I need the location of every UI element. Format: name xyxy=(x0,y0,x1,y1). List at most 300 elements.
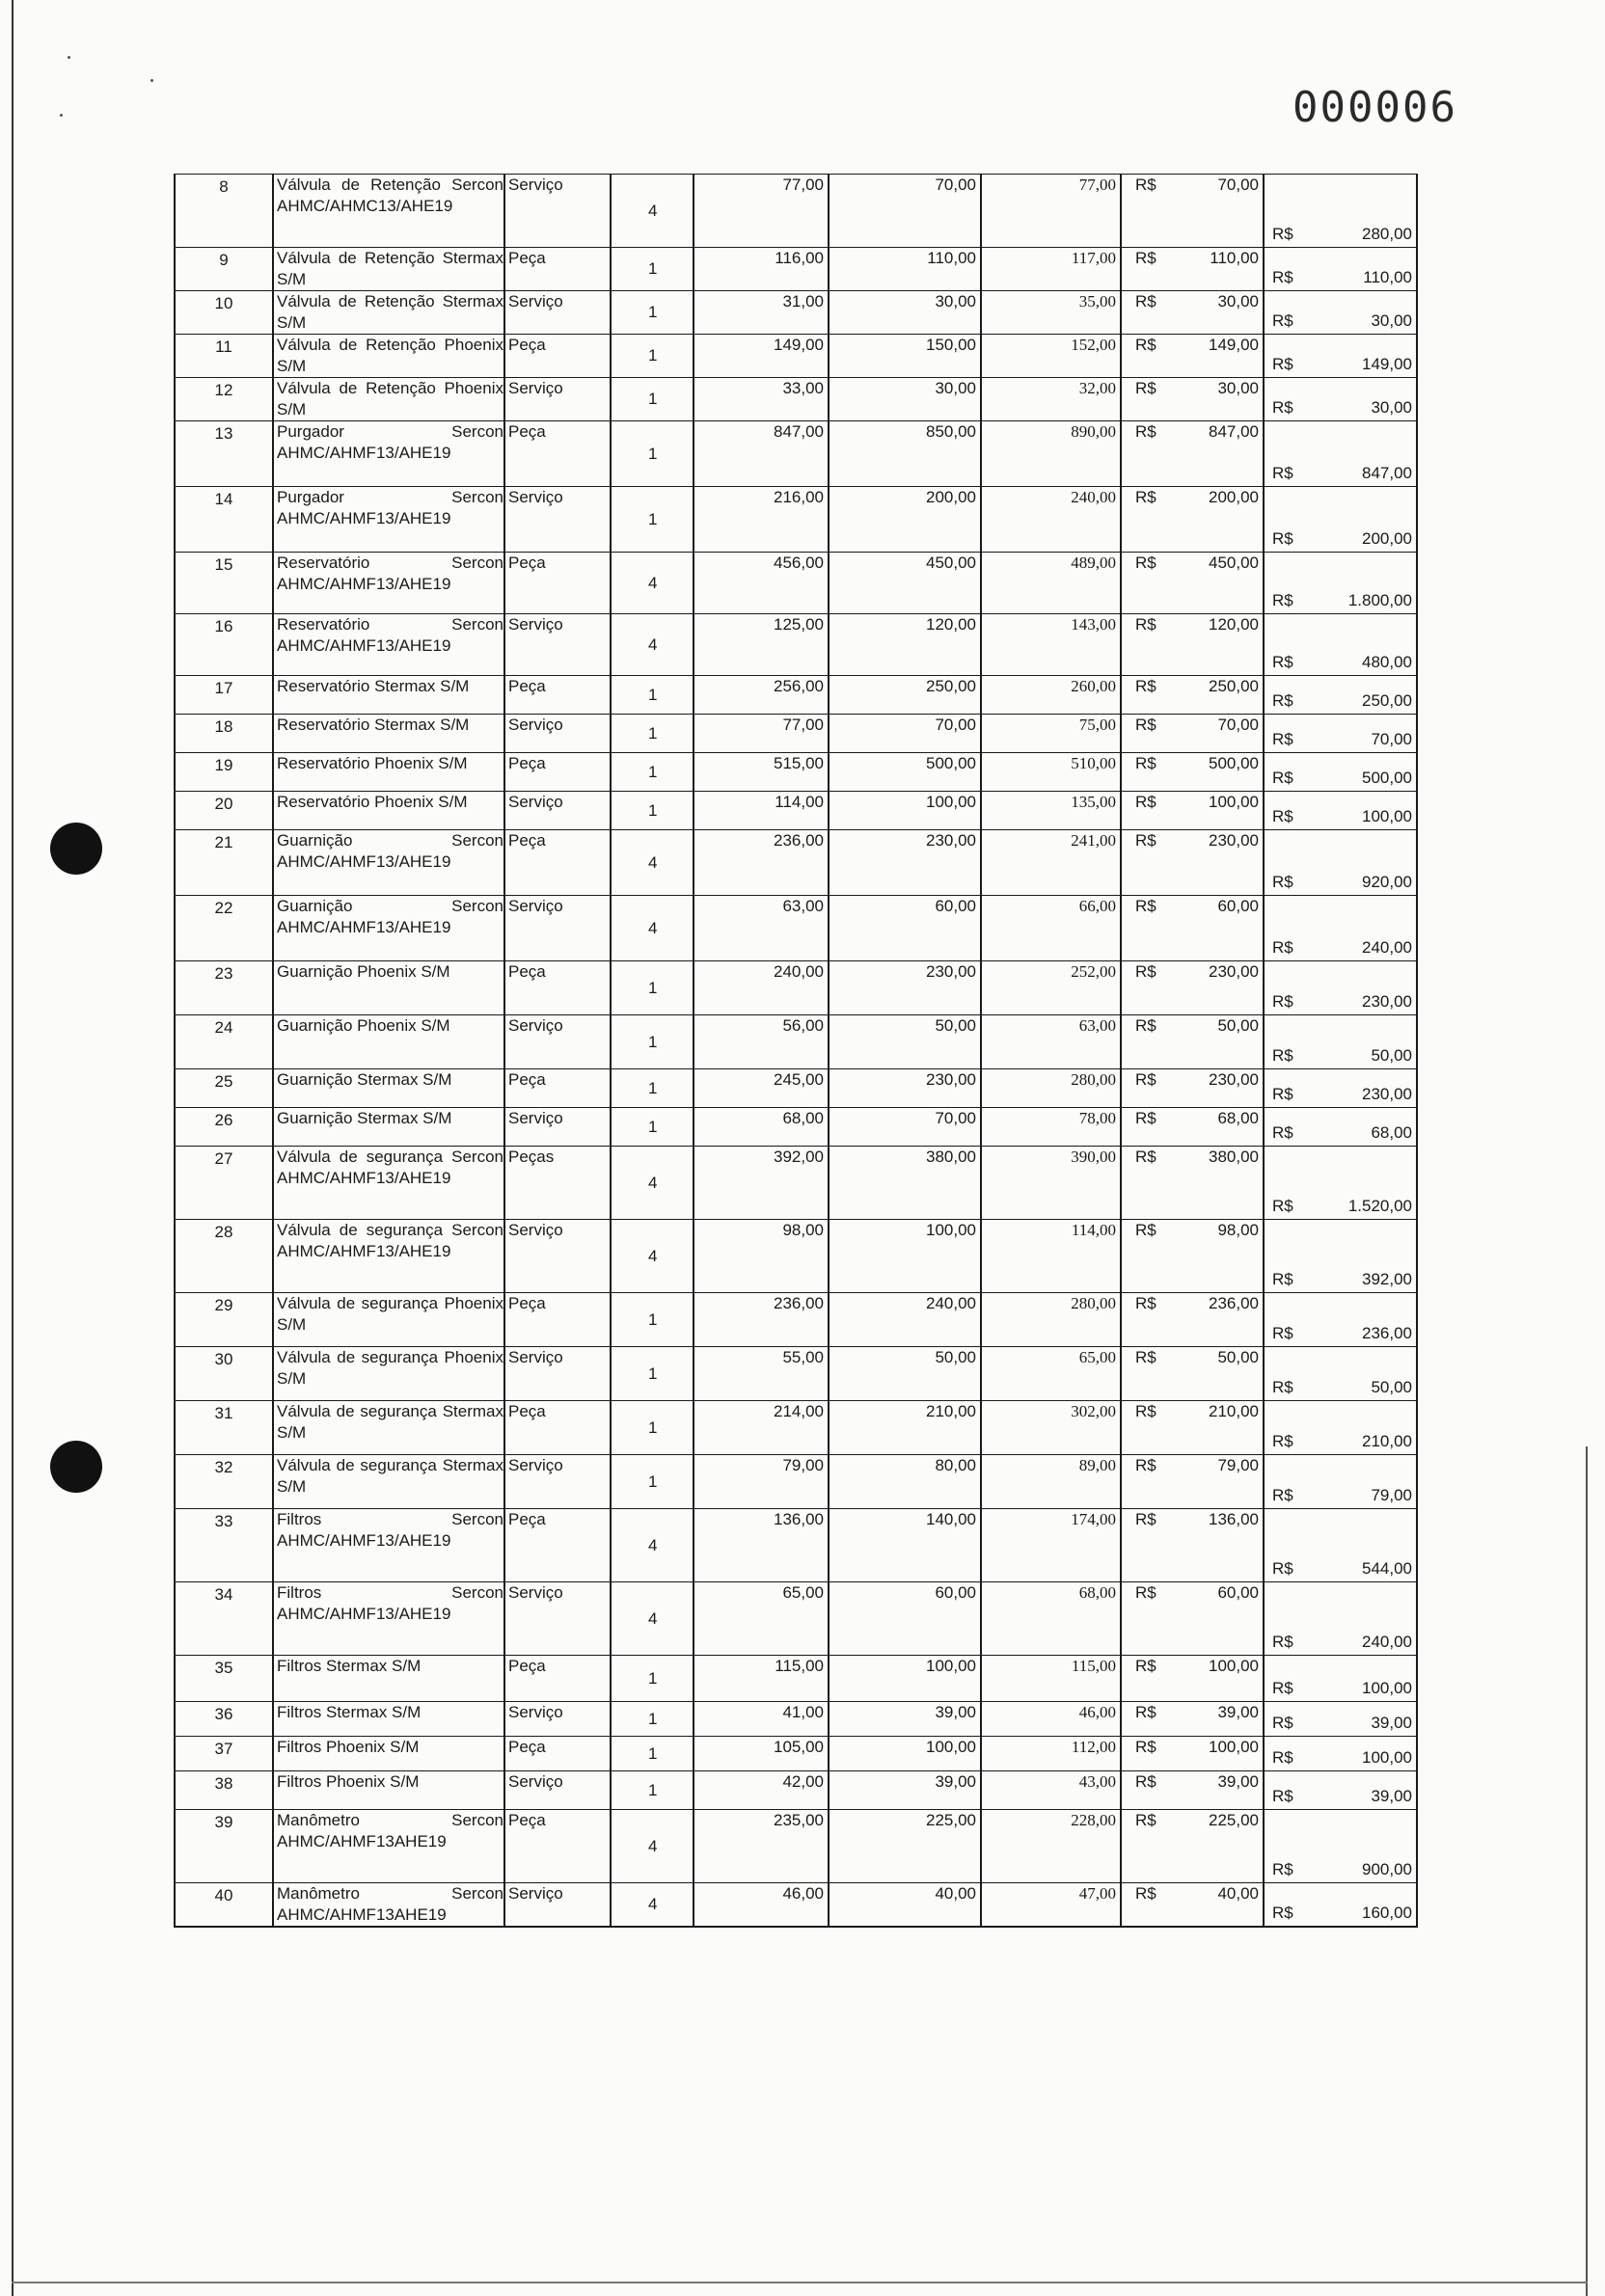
currency-label: R$ xyxy=(1272,398,1293,417)
line-total: 847,00 xyxy=(1362,464,1412,482)
table-row xyxy=(175,1883,1417,1928)
scan-speck xyxy=(60,114,63,117)
item-number: 11 xyxy=(175,335,273,378)
item-number: 20 xyxy=(175,792,273,830)
table-row xyxy=(175,792,1417,830)
quote-1-price: 98,00 xyxy=(694,1220,829,1293)
total-cell xyxy=(1264,487,1417,553)
item-quantity: 1 xyxy=(611,1401,694,1455)
item-number: 35 xyxy=(175,1656,273,1702)
lowest-price: 230,00 xyxy=(1209,962,1259,981)
table-row xyxy=(175,1455,1417,1509)
total-cell xyxy=(1264,792,1417,830)
item-quantity: 1 xyxy=(611,1771,694,1810)
quote-1-price: 77,00 xyxy=(694,715,829,753)
item-quantity: 1 xyxy=(611,248,694,291)
quote-2-price: 230,00 xyxy=(829,830,981,896)
item-description: Guarnição Phoenix S/M xyxy=(273,961,504,1015)
lowest-price: 136,00 xyxy=(1209,1510,1259,1528)
currency-label: R$ xyxy=(1272,1860,1293,1878)
currency-label: R$ xyxy=(1135,1402,1156,1420)
line-total: 230,00 xyxy=(1362,992,1412,1011)
currency-label: R$ xyxy=(1135,176,1156,194)
quote-3-price: 302,00 xyxy=(981,1401,1121,1455)
item-number: 40 xyxy=(175,1883,273,1928)
currency-label: R$ xyxy=(1135,1811,1156,1829)
quote-2-price: 100,00 xyxy=(829,792,981,830)
line-total: 110,00 xyxy=(1363,268,1412,286)
lowest-price: 50,00 xyxy=(1217,1016,1259,1035)
lowest-price-cell xyxy=(1121,421,1264,487)
table-row xyxy=(175,1509,1417,1582)
item-quantity: 1 xyxy=(611,792,694,830)
lowest-price: 100,00 xyxy=(1209,1657,1259,1675)
lowest-price-cell xyxy=(1121,248,1264,291)
lowest-price-cell xyxy=(1121,1220,1264,1293)
item-number: 18 xyxy=(175,715,273,753)
table-row xyxy=(175,175,1417,248)
quote-2-price: 70,00 xyxy=(829,715,981,753)
currency-label: R$ xyxy=(1272,1378,1293,1396)
item-number: 25 xyxy=(175,1069,273,1108)
table-row xyxy=(175,1582,1417,1656)
currency-label: R$ xyxy=(1272,992,1293,1011)
total-cell xyxy=(1264,1108,1417,1147)
total-cell xyxy=(1264,1401,1417,1455)
table-row xyxy=(175,378,1417,421)
total-cell xyxy=(1264,378,1417,421)
item-quantity: 4 xyxy=(611,553,694,614)
item-quantity: 4 xyxy=(611,1220,694,1293)
item-description: Filtros Sercon AHMC/AHMF13/AHE19 xyxy=(273,1582,504,1656)
line-total: 544,00 xyxy=(1362,1559,1412,1578)
table-row xyxy=(175,1347,1417,1401)
line-total: 240,00 xyxy=(1362,938,1412,957)
item-description: Válvula de Retenção Sercon AHMC/AHMC13/AHE19 xyxy=(273,175,504,248)
table-row xyxy=(175,291,1417,335)
total-cell xyxy=(1264,961,1417,1015)
table-row xyxy=(175,421,1417,487)
lowest-price: 230,00 xyxy=(1209,1070,1259,1089)
currency-label: R$ xyxy=(1135,897,1156,915)
table-row xyxy=(175,248,1417,291)
lowest-price-cell xyxy=(1121,1147,1264,1220)
quote-3-price: 43,00 xyxy=(981,1771,1121,1810)
lowest-price-cell xyxy=(1121,1883,1264,1928)
quote-1-price: 42,00 xyxy=(694,1771,829,1810)
total-cell xyxy=(1264,421,1417,487)
currency-label: R$ xyxy=(1272,464,1293,482)
lowest-price: 50,00 xyxy=(1217,1348,1259,1366)
total-cell xyxy=(1264,830,1417,896)
quote-2-price: 450,00 xyxy=(829,553,981,614)
item-quantity: 1 xyxy=(611,1347,694,1401)
item-description: Reservatório Phoenix S/M xyxy=(273,792,504,830)
item-number: 12 xyxy=(175,378,273,421)
item-description: Guarnição Sercon AHMC/AHMF13/AHE19 xyxy=(273,896,504,961)
item-type: Peça xyxy=(504,335,611,378)
lowest-price: 30,00 xyxy=(1217,292,1259,311)
quote-2-price: 150,00 xyxy=(829,335,981,378)
total-cell xyxy=(1264,1220,1417,1293)
table-row xyxy=(175,1108,1417,1147)
item-quantity: 4 xyxy=(611,175,694,248)
line-total: 50,00 xyxy=(1371,1046,1412,1065)
currency-label: R$ xyxy=(1272,1324,1293,1342)
item-number: 24 xyxy=(175,1015,273,1069)
quote-3-price: 35,00 xyxy=(981,291,1121,335)
total-cell xyxy=(1264,1771,1417,1810)
punch-hole-top xyxy=(50,823,102,875)
item-type: Serviço xyxy=(504,614,611,676)
item-description: Guarnição Phoenix S/M xyxy=(273,1015,504,1069)
quote-1-price: 33,00 xyxy=(694,378,829,421)
item-description: Válvula de segurança Phoenix S/M xyxy=(273,1293,504,1347)
item-quantity: 4 xyxy=(611,1509,694,1582)
currency-label: R$ xyxy=(1135,1884,1156,1903)
item-type: Serviço xyxy=(504,1455,611,1509)
scan-bottom-edge xyxy=(12,2282,1588,2283)
lowest-price: 68,00 xyxy=(1217,1109,1259,1127)
quote-1-price: 114,00 xyxy=(694,792,829,830)
lowest-price-cell xyxy=(1121,175,1264,248)
item-description: Válvula de segurança Phoenix S/M xyxy=(273,1347,504,1401)
currency-label: R$ xyxy=(1135,1294,1156,1312)
quote-1-price: 392,00 xyxy=(694,1147,829,1220)
quote-1-price: 55,00 xyxy=(694,1347,829,1401)
quote-3-price: 32,00 xyxy=(981,378,1121,421)
table-row xyxy=(175,1810,1417,1883)
item-description: Manômetro Sercon AHMC/AHMF13AHE19 xyxy=(273,1810,504,1883)
item-number: 31 xyxy=(175,1401,273,1455)
table-row xyxy=(175,896,1417,961)
currency-label: R$ xyxy=(1272,1123,1293,1142)
quote-2-price: 100,00 xyxy=(829,1737,981,1771)
lowest-price-cell xyxy=(1121,1347,1264,1401)
total-cell xyxy=(1264,1509,1417,1582)
item-description: Filtros Stermax S/M xyxy=(273,1702,504,1737)
item-type: Serviço xyxy=(504,1108,611,1147)
quote-1-price: 65,00 xyxy=(694,1582,829,1656)
quote-2-price: 60,00 xyxy=(829,896,981,961)
item-description: Válvula de Retenção Phoenix S/M xyxy=(273,335,504,378)
item-description: Válvula de segurança Stermax S/M xyxy=(273,1401,504,1455)
currency-label: R$ xyxy=(1135,379,1156,397)
total-cell xyxy=(1264,1347,1417,1401)
currency-label: R$ xyxy=(1135,292,1156,311)
quote-2-price: 100,00 xyxy=(829,1656,981,1702)
quote-1-price: 235,00 xyxy=(694,1810,829,1883)
currency-label: R$ xyxy=(1135,1016,1156,1035)
lowest-price-cell xyxy=(1121,961,1264,1015)
lowest-price-cell xyxy=(1121,1810,1264,1883)
item-description: Guarnição Sercon AHMC/AHMF13/AHE19 xyxy=(273,830,504,896)
item-type: Peça xyxy=(504,676,611,715)
lowest-price: 225,00 xyxy=(1209,1811,1259,1829)
currency-label: R$ xyxy=(1135,554,1156,572)
quote-1-price: 236,00 xyxy=(694,1293,829,1347)
lowest-price-cell xyxy=(1121,1401,1264,1455)
line-total: 68,00 xyxy=(1371,1123,1412,1142)
lowest-price: 30,00 xyxy=(1217,379,1259,397)
item-quantity: 1 xyxy=(611,1656,694,1702)
item-description: Válvula de Retenção Stermax S/M xyxy=(273,248,504,291)
lowest-price-cell xyxy=(1121,378,1264,421)
quote-3-price: 68,00 xyxy=(981,1582,1121,1656)
item-description: Válvula de segurança Sercon AHMC/AHMF13/AHE19 xyxy=(273,1220,504,1293)
lowest-price: 40,00 xyxy=(1217,1884,1259,1903)
currency-label: R$ xyxy=(1135,422,1156,441)
total-cell xyxy=(1264,1582,1417,1656)
quote-3-price: 280,00 xyxy=(981,1069,1121,1108)
total-cell xyxy=(1264,715,1417,753)
line-total: 1.520,00 xyxy=(1347,1197,1412,1215)
total-cell xyxy=(1264,1455,1417,1509)
table-row xyxy=(175,830,1417,896)
lowest-price: 98,00 xyxy=(1217,1221,1259,1239)
table-row xyxy=(175,1771,1417,1810)
quote-2-price: 60,00 xyxy=(829,1582,981,1656)
item-type: Serviço xyxy=(504,291,611,335)
table-row xyxy=(175,1015,1417,1069)
item-description: Reservatório Stermax S/M xyxy=(273,715,504,753)
line-total: 30,00 xyxy=(1371,398,1412,417)
quote-1-price: 256,00 xyxy=(694,676,829,715)
line-total: 200,00 xyxy=(1362,529,1412,548)
quote-3-price: 152,00 xyxy=(981,335,1121,378)
item-quantity: 1 xyxy=(611,487,694,553)
quote-3-price: 240,00 xyxy=(981,487,1121,553)
price-table xyxy=(174,174,1418,1928)
total-cell xyxy=(1264,1656,1417,1702)
item-number: 8 xyxy=(175,175,273,248)
line-total: 100,00 xyxy=(1362,1679,1412,1697)
line-total: 900,00 xyxy=(1362,1860,1412,1878)
lowest-price: 450,00 xyxy=(1209,554,1259,572)
currency-label: R$ xyxy=(1272,1085,1293,1103)
total-cell xyxy=(1264,1293,1417,1347)
item-number: 28 xyxy=(175,1220,273,1293)
total-cell xyxy=(1264,1883,1417,1928)
table-row xyxy=(175,1737,1417,1771)
total-cell xyxy=(1264,753,1417,792)
quote-2-price: 70,00 xyxy=(829,1108,981,1147)
currency-label: R$ xyxy=(1135,1703,1156,1721)
line-total: 100,00 xyxy=(1362,1748,1412,1767)
lowest-price: 200,00 xyxy=(1209,488,1259,506)
item-number: 32 xyxy=(175,1455,273,1509)
total-cell xyxy=(1264,614,1417,676)
currency-label: R$ xyxy=(1135,249,1156,267)
lowest-price-cell xyxy=(1121,1737,1264,1771)
currency-label: R$ xyxy=(1272,1787,1293,1805)
quote-3-price: 252,00 xyxy=(981,961,1121,1015)
currency-label: R$ xyxy=(1272,1197,1293,1215)
quote-1-price: 56,00 xyxy=(694,1015,829,1069)
lowest-price: 250,00 xyxy=(1209,677,1259,695)
lowest-price: 100,00 xyxy=(1209,793,1259,811)
currency-label: R$ xyxy=(1272,653,1293,671)
currency-label: R$ xyxy=(1135,1772,1156,1791)
item-quantity: 4 xyxy=(611,896,694,961)
item-quantity: 1 xyxy=(611,753,694,792)
table-row xyxy=(175,715,1417,753)
item-number: 16 xyxy=(175,614,273,676)
item-type: Peça xyxy=(504,553,611,614)
quote-2-price: 500,00 xyxy=(829,753,981,792)
currency-label: R$ xyxy=(1272,591,1293,609)
item-type: Peça xyxy=(504,1401,611,1455)
item-number: 14 xyxy=(175,487,273,553)
quote-1-price: 116,00 xyxy=(694,248,829,291)
lowest-price: 79,00 xyxy=(1217,1456,1259,1474)
lowest-price-cell xyxy=(1121,1509,1264,1582)
page-number: 000006 xyxy=(1292,83,1457,132)
item-type: Serviço xyxy=(504,378,611,421)
table-row xyxy=(175,1702,1417,1737)
quote-3-price: 47,00 xyxy=(981,1883,1121,1928)
item-quantity: 4 xyxy=(611,1883,694,1928)
item-description: Reservatório Sercon AHMC/AHMF13/AHE19 xyxy=(273,553,504,614)
lowest-price: 60,00 xyxy=(1217,897,1259,915)
currency-label: R$ xyxy=(1272,529,1293,548)
item-quantity: 4 xyxy=(611,1810,694,1883)
currency-label: R$ xyxy=(1135,962,1156,981)
table-row xyxy=(175,614,1417,676)
total-cell xyxy=(1264,248,1417,291)
currency-label: R$ xyxy=(1272,1559,1293,1578)
lowest-price-cell xyxy=(1121,553,1264,614)
quote-1-price: 515,00 xyxy=(694,753,829,792)
item-description: Válvula de segurança Stermax S/M xyxy=(273,1455,504,1509)
line-total: 392,00 xyxy=(1362,1270,1412,1288)
table-row xyxy=(175,753,1417,792)
item-description: Filtros Phoenix S/M xyxy=(273,1771,504,1810)
item-quantity: 4 xyxy=(611,1582,694,1656)
currency-label: R$ xyxy=(1135,1221,1156,1239)
currency-label: R$ xyxy=(1272,311,1293,330)
currency-label: R$ xyxy=(1272,769,1293,787)
item-description: Manômetro Sercon AHMC/AHMF13AHE19 xyxy=(273,1883,504,1928)
currency-label: R$ xyxy=(1135,716,1156,734)
item-number: 30 xyxy=(175,1347,273,1401)
line-total: 280,00 xyxy=(1362,225,1412,243)
currency-label: R$ xyxy=(1272,1679,1293,1697)
line-total: 920,00 xyxy=(1362,873,1412,891)
line-total: 480,00 xyxy=(1362,653,1412,671)
quote-1-price: 136,00 xyxy=(694,1509,829,1582)
item-quantity: 1 xyxy=(611,676,694,715)
item-quantity: 1 xyxy=(611,961,694,1015)
lowest-price-cell xyxy=(1121,1455,1264,1509)
item-quantity: 4 xyxy=(611,1147,694,1220)
item-number: 37 xyxy=(175,1737,273,1771)
item-quantity: 4 xyxy=(611,830,694,896)
currency-label: R$ xyxy=(1272,225,1293,243)
item-number: 27 xyxy=(175,1147,273,1220)
table-row xyxy=(175,961,1417,1015)
quote-3-price: 75,00 xyxy=(981,715,1121,753)
scan-speck xyxy=(150,79,153,82)
item-description: Filtros Sercon AHMC/AHMF13/AHE19 xyxy=(273,1509,504,1582)
item-type: Serviço xyxy=(504,792,611,830)
lowest-price-cell xyxy=(1121,792,1264,830)
lowest-price: 230,00 xyxy=(1209,831,1259,850)
lowest-price-cell xyxy=(1121,1702,1264,1737)
quote-2-price: 240,00 xyxy=(829,1293,981,1347)
item-type: Serviço xyxy=(504,487,611,553)
line-total: 39,00 xyxy=(1371,1714,1412,1732)
line-total: 30,00 xyxy=(1371,311,1412,330)
item-type: Peça xyxy=(504,1509,611,1582)
lowest-price: 120,00 xyxy=(1209,615,1259,634)
quote-3-price: 114,00 xyxy=(981,1220,1121,1293)
quote-3-price: 241,00 xyxy=(981,830,1121,896)
quote-1-price: 847,00 xyxy=(694,421,829,487)
quote-2-price: 230,00 xyxy=(829,1069,981,1108)
lowest-price: 70,00 xyxy=(1217,716,1259,734)
quote-2-price: 30,00 xyxy=(829,291,981,335)
currency-label: R$ xyxy=(1135,677,1156,695)
currency-label: R$ xyxy=(1272,1748,1293,1767)
quote-3-price: 510,00 xyxy=(981,753,1121,792)
currency-label: R$ xyxy=(1272,807,1293,825)
line-total: 250,00 xyxy=(1362,691,1412,710)
quote-3-price: 112,00 xyxy=(981,1737,1121,1771)
item-type: Serviço xyxy=(504,1347,611,1401)
item-number: 39 xyxy=(175,1810,273,1883)
quote-1-price: 214,00 xyxy=(694,1401,829,1455)
item-type: Peça xyxy=(504,1069,611,1108)
table-row xyxy=(175,553,1417,614)
lowest-price: 39,00 xyxy=(1217,1703,1259,1721)
table-row xyxy=(175,1656,1417,1702)
item-quantity: 1 xyxy=(611,335,694,378)
currency-label: R$ xyxy=(1135,1148,1156,1166)
currency-label: R$ xyxy=(1135,1583,1156,1602)
item-description: Reservatório Stermax S/M xyxy=(273,676,504,715)
currency-label: R$ xyxy=(1135,793,1156,811)
quote-3-price: 77,00 xyxy=(981,175,1121,248)
item-type: Peça xyxy=(504,248,611,291)
table-row xyxy=(175,1401,1417,1455)
quote-1-price: 105,00 xyxy=(694,1737,829,1771)
total-cell xyxy=(1264,1015,1417,1069)
item-type: Peças xyxy=(504,1147,611,1220)
scan-left-edge xyxy=(12,0,14,2296)
lowest-price: 70,00 xyxy=(1217,176,1259,194)
item-number: 13 xyxy=(175,421,273,487)
total-cell xyxy=(1264,676,1417,715)
lowest-price-cell xyxy=(1121,1582,1264,1656)
currency-label: R$ xyxy=(1272,1270,1293,1288)
item-type: Serviço xyxy=(504,1582,611,1656)
item-description: Guarnição Stermax S/M xyxy=(273,1069,504,1108)
currency-label: R$ xyxy=(1135,1070,1156,1089)
item-description: Purgador Sercon AHMC/AHMF13/AHE19 xyxy=(273,487,504,553)
quote-1-price: 240,00 xyxy=(694,961,829,1015)
quote-1-price: 79,00 xyxy=(694,1455,829,1509)
quote-3-price: 489,00 xyxy=(981,553,1121,614)
quote-2-price: 120,00 xyxy=(829,614,981,676)
item-number: 33 xyxy=(175,1509,273,1582)
lowest-price-cell xyxy=(1121,896,1264,961)
item-description: Reservatório Phoenix S/M xyxy=(273,753,504,792)
item-type: Peça xyxy=(504,753,611,792)
currency-label: R$ xyxy=(1272,938,1293,957)
line-total: 240,00 xyxy=(1362,1633,1412,1651)
item-description: Guarnição Stermax S/M xyxy=(273,1108,504,1147)
